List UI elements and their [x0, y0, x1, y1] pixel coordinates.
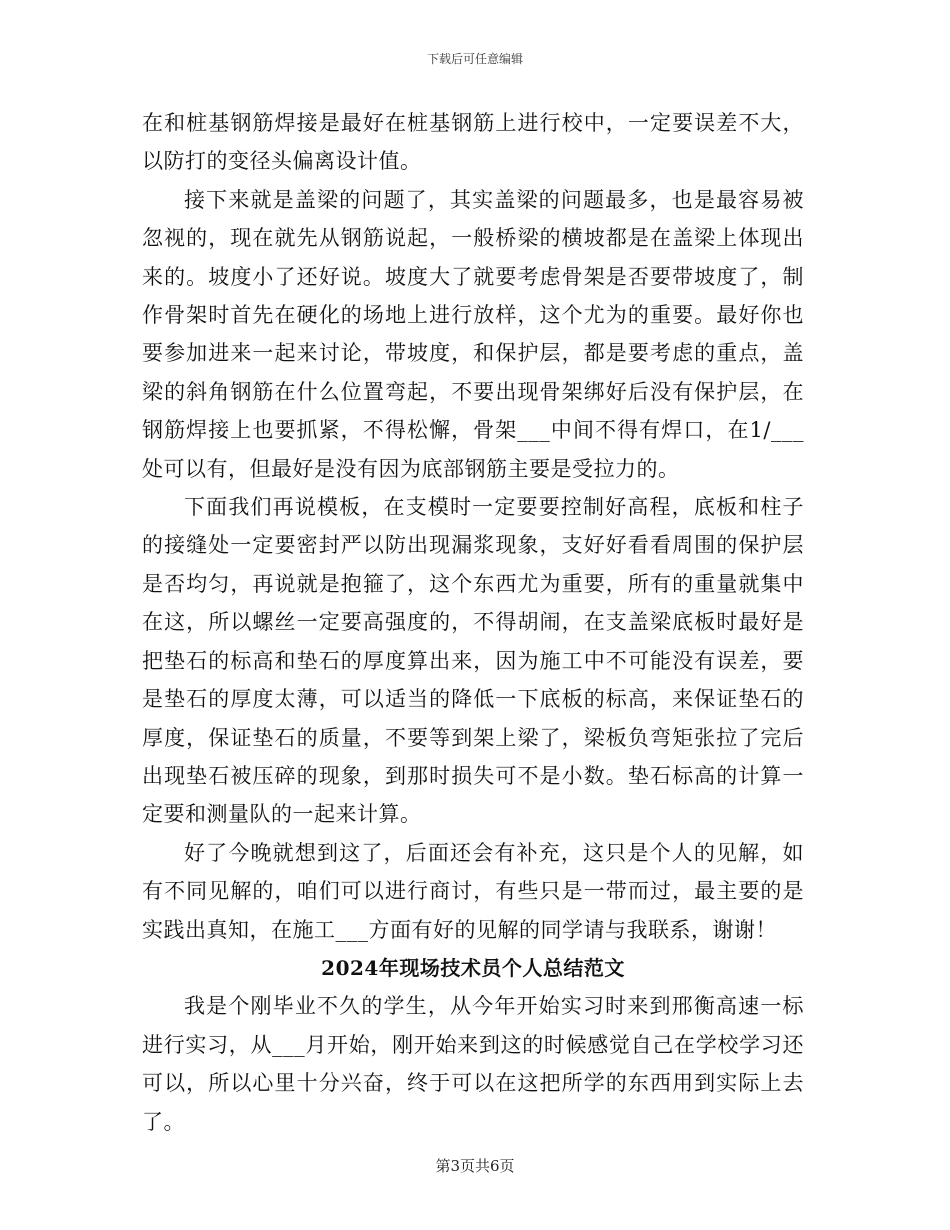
page-header: 下载后可任意编辑: [426, 52, 523, 66]
paragraph-3: 下面我们再说模板，在支模时一定要要控制好高程，底板和柱子的接缝处一定要密封严以防出现漏浆现象，支好好看看周围的保护层是否均匀，再说就是抱箍了，这个东西尤为重要，所有的重量就集中在这，所以螺丝一定要高强度的，不得胡闹，在支盖梁底板时最好是把垫石的标高和垫石的厚度算出来，因为施工中不可能没有误差，要是垫石的厚度太薄，可以适当的降低一下底板的标高，来保证垫石的厚度，保证垫石的质量，不要等到架上梁了，梁板负弯矩张拉了完后出现垫石被压碎的现象，到那时损失可不是小数。垫石标高的计算一定要和测量队的一起来计算。: [142, 495, 804, 827]
document-body: [142, 104, 804, 1141]
section-title: 2024年现场技术员个人总结范文: [321, 955, 625, 980]
paragraph-4: 好了今晚就想到这了，后面还会有补充，这只是个人的见解，如有不同见解的，咱们可以进行商讨，有些只是一带而过，最主要的是实践出真知，在施工___方面有好的见解的同学请与我联系，谢谢！: [142, 840, 804, 942]
paragraph-2: 接下来就是盖梁的问题了，其实盖梁的问题最多，也是最容易被忽视的，现在就先从钢筋说起，一般桥梁的横坡都是在盖梁上体现出来的。坡度小了还好说。坡度大了就要考虑骨架是否要带坡度了，制作骨架时首先在硬化的场地上进行放样，这个尤为的重要。最好你也要参加进来一起来讨论，带坡度，和保护层，都是要考虑的重点，盖梁的斜角钢筋在什么位置弯起，不要出现骨架绑好后没有保护层，在钢筋焊接上也要抓紧，不得松懈，骨架___中间不得有焊口，在1/___处可以有，但最好是没有因为底部钢筋主要是受拉力的。: [142, 187, 804, 481]
section-paragraph-1: 我是个刚毕业不久的学生，从今年开始实习时来到邢衡高速一标进行实习，从___月开始，刚开始来到这的时候感觉自己在学校学习还可以，所以心里十分兴奋，终于可以在这把所学的东西用到实际上去了。: [142, 994, 804, 1134]
paragraph-1: 在和桩基钢筋焊接是最好在桩基钢筋上进行校中，一定要误差不大，以防打的变径头偏离设计值。: [142, 111, 804, 174]
page-number: 第3页共6页: [435, 1157, 515, 1175]
